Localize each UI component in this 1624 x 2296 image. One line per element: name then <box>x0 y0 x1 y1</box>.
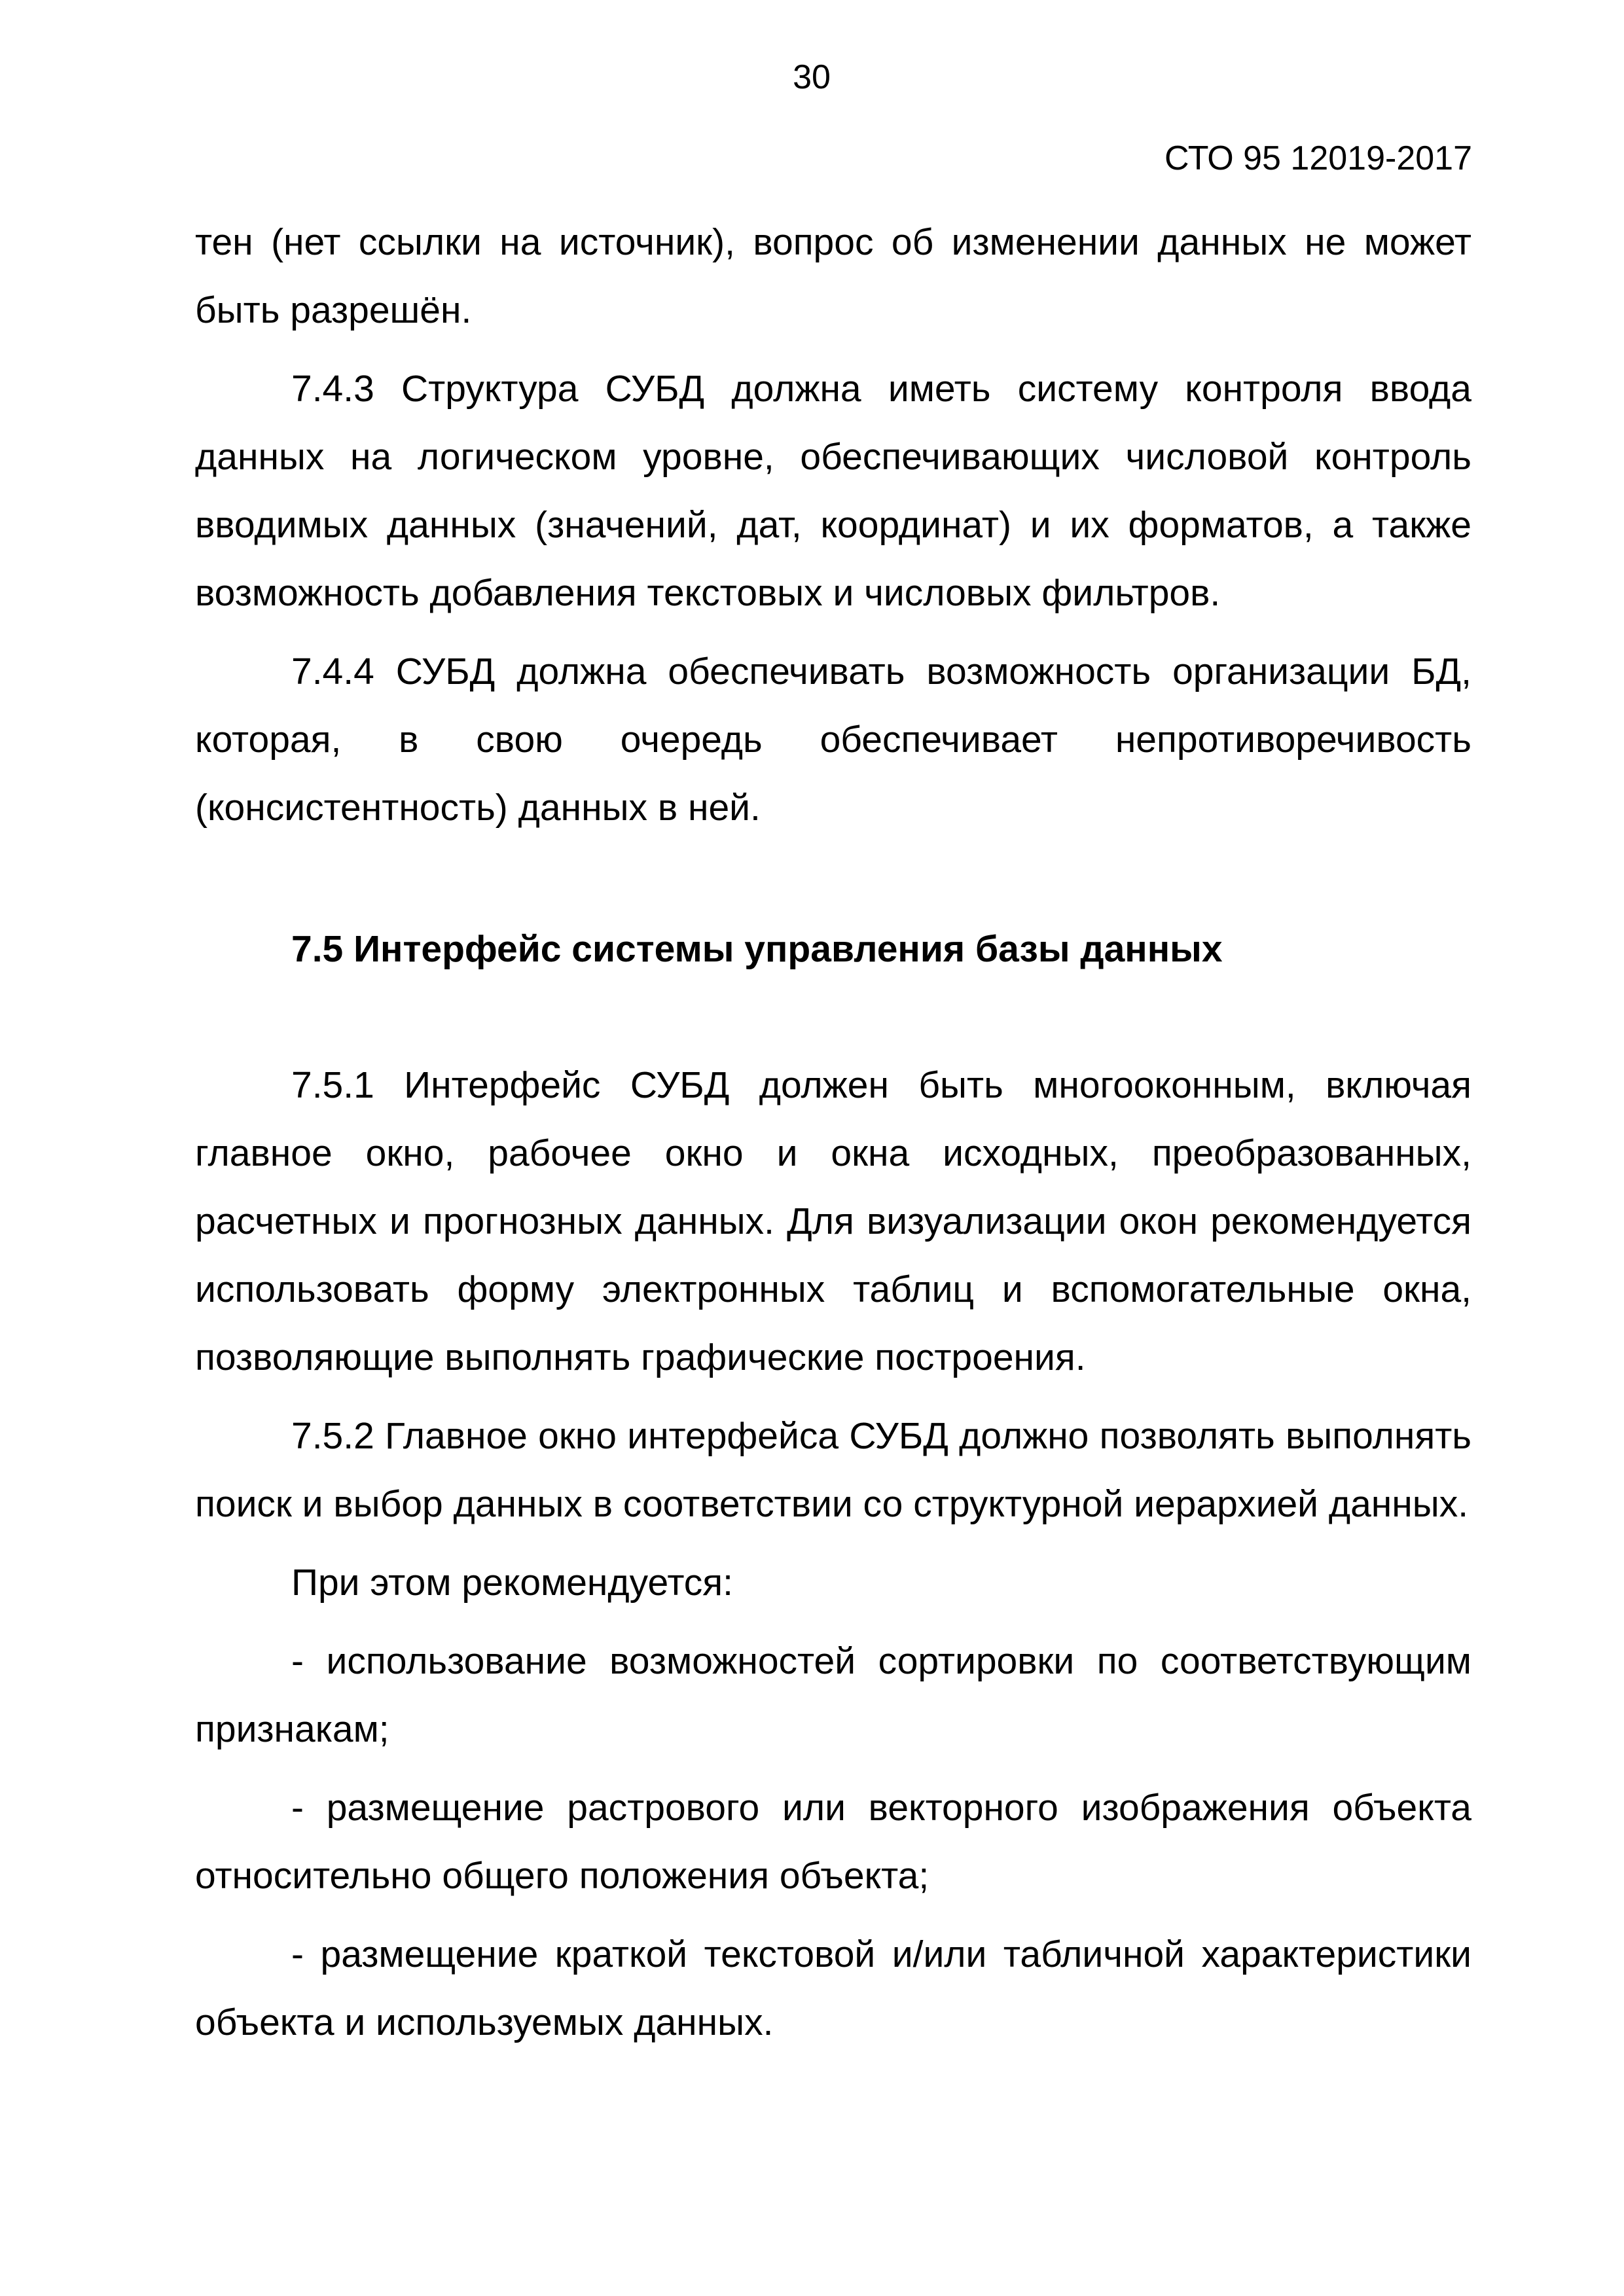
paragraph-continuation: тен (нет ссылки на источник), вопрос об изменении данных не может быть разрешён. <box>195 221 1471 331</box>
list-item: - размещение краткой текстовой и/или табличной характеристики объекта и используемых данных. <box>195 1933 1471 2043</box>
section-heading-7-5: 7.5 Интерфейс системы управления базы данных <box>291 928 1223 970</box>
paragraph-7-4-4: 7.4.4 СУБД должна обеспечивать возможность организации БД, которая, в свою очередь обеспечивает непротиворечивость (консистентность) данных в ней. <box>195 651 1471 829</box>
paragraph-7-4-3: 7.4.3 Структура СУБД должна иметь систему контроля ввода данных на логическом уровне, обеспечивающих числовой контроль вводимых данных (значений, дат, координат) и их форматов, а также возможность добавления текстовых и числовых фильтров. <box>195 368 1471 614</box>
document-body <box>195 208 1471 2067</box>
paragraph-7-5-1: 7.5.1 Интерфейс СУБД должен быть многооконным, включая главное окно, рабочее окно и окна исходных, преобразованных, расчетных и прогнозных данных. Для визуализации окон рекомендуется использовать форму электронных таблиц и вспомогательные окна, позволяющие выполнять графические построения. <box>195 1064 1471 1378</box>
list-item: - размещение растрового или векторного изображения объекта относительно общего положения объекта; <box>195 1787 1471 1897</box>
paragraph-7-5-2: 7.5.2 Главное окно интерфейса СУБД должно позволять выполнять поиск и выбор данных в соответствии со структурной иерархией данных. <box>195 1415 1471 1525</box>
page-number: 30 <box>793 58 831 96</box>
paragraph-recommend: При этом рекомендуется: <box>291 1562 734 1604</box>
document-code: СТО 95 12019-2017 <box>1164 139 1472 177</box>
list-item: - использование возможностей сортировки по соответствующим признакам; <box>195 1640 1471 1750</box>
